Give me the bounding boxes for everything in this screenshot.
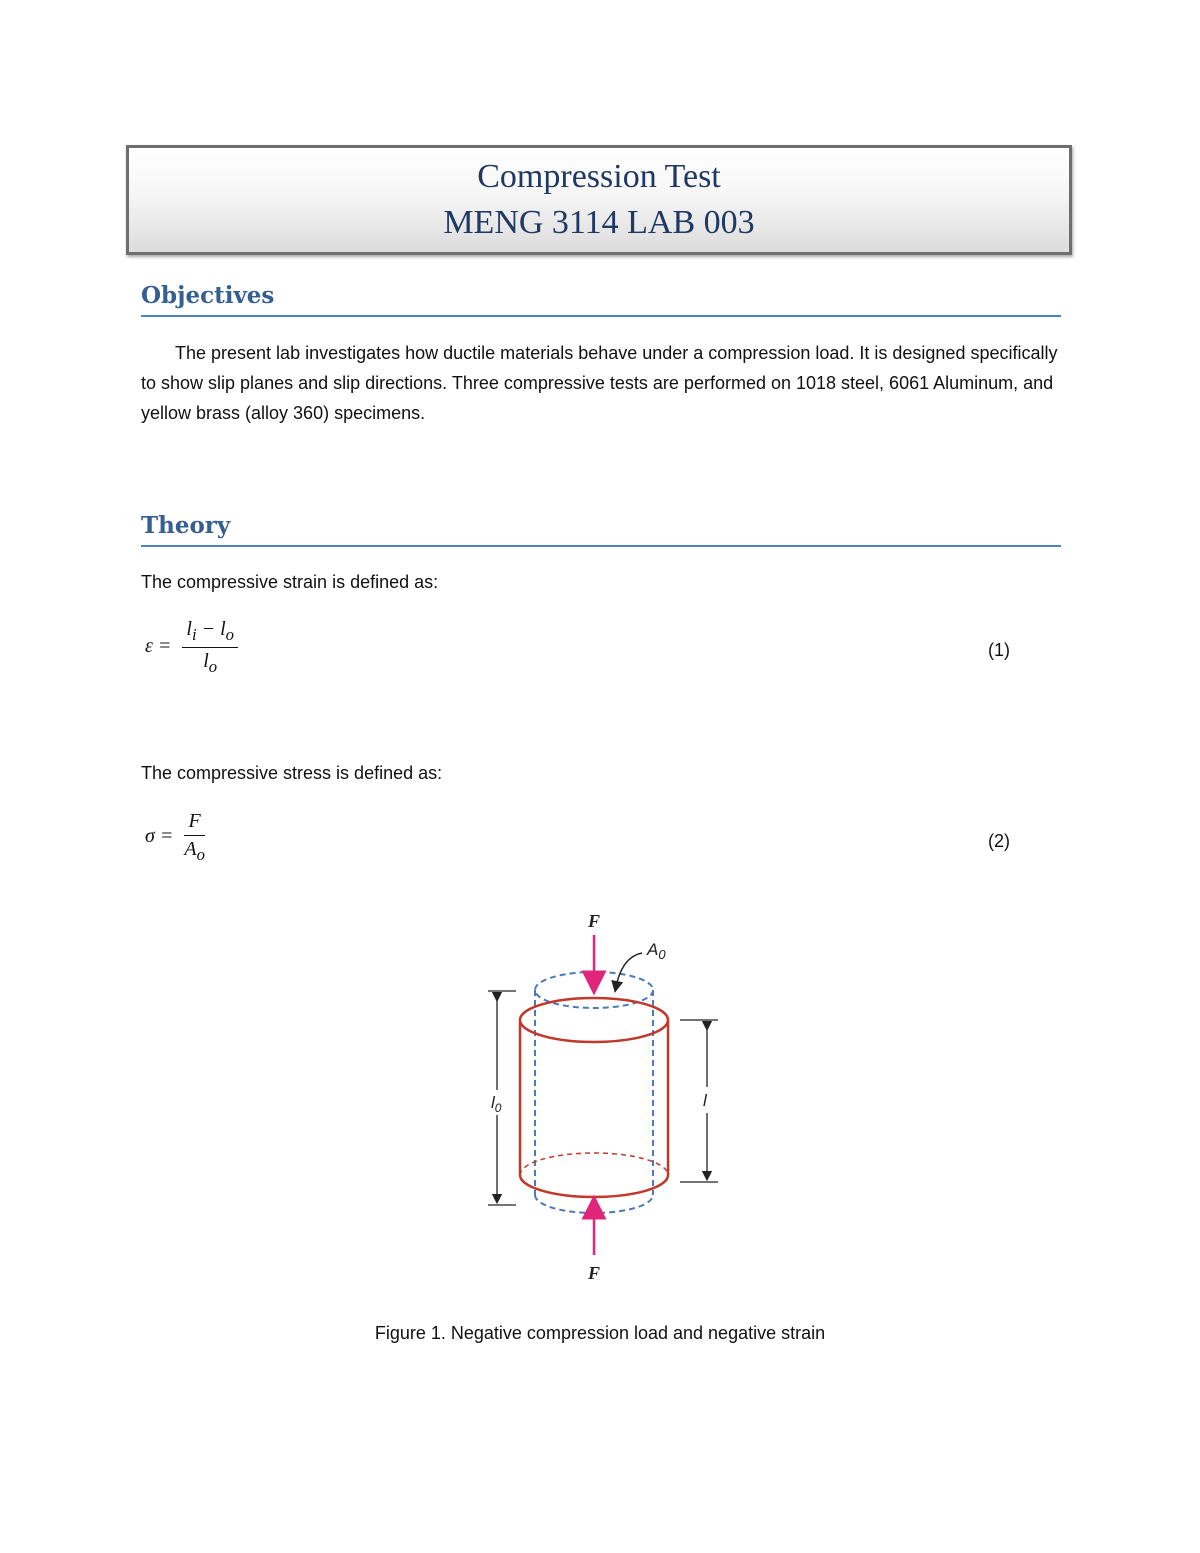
equation-number-2: (2) — [988, 831, 1010, 851]
strain-intro: The compressive strain is defined as: — [141, 572, 439, 592]
original-length-label: $l_0$ — [491, 1093, 502, 1115]
stress-equation — [145, 810, 205, 865]
figure-caption: Figure 1. Negative compression load and negative strain — [374, 1323, 826, 1343]
course-code: MENG 3114 LAB 003 — [443, 204, 755, 241]
strain-denominator: $l_o$ — [203, 650, 218, 676]
original-cylinder — [535, 972, 653, 1213]
theory-heading: Theory — [141, 512, 1061, 547]
strain-equation — [145, 618, 238, 677]
document-title: Compression Test — [477, 158, 721, 195]
strain-fraction — [182, 618, 238, 677]
deformed-length-label: l — [703, 1091, 707, 1110]
equation-number-1: (1) — [988, 640, 1010, 660]
force-label-bottom: F — [588, 1263, 601, 1283]
stress-lhs: σ = — [145, 825, 174, 848]
compression-figure — [470, 905, 730, 1290]
force-label-top: F — [588, 911, 601, 931]
stress-fraction — [184, 810, 205, 865]
area-pointer — [616, 953, 642, 987]
area-label: $A_0$ — [647, 940, 666, 962]
stress-intro: The compressive stress is defined as: — [141, 763, 443, 783]
title-box — [126, 145, 1072, 255]
stress-denominator: $A_o$ — [184, 838, 205, 864]
stress-numerator: F — [184, 810, 205, 836]
strain-numerator: $l_i - l_o$ — [182, 618, 238, 648]
deformed-cylinder — [520, 998, 668, 1197]
objectives-heading: Objectives — [141, 282, 1061, 317]
cylinder-diagram — [470, 905, 730, 1285]
strain-lhs: ε = — [145, 635, 172, 658]
objectives-paragraph: The present lab investigates how ductile materials behave under a compression load. It is designed specifically to show slip planes and slip directions. Three compressive tests are performed on 1018 steel, 6061 Aluminum, and yellow brass (alloy 360) specimens. — [141, 343, 1058, 423]
deformed-length-dimension — [680, 1020, 718, 1182]
